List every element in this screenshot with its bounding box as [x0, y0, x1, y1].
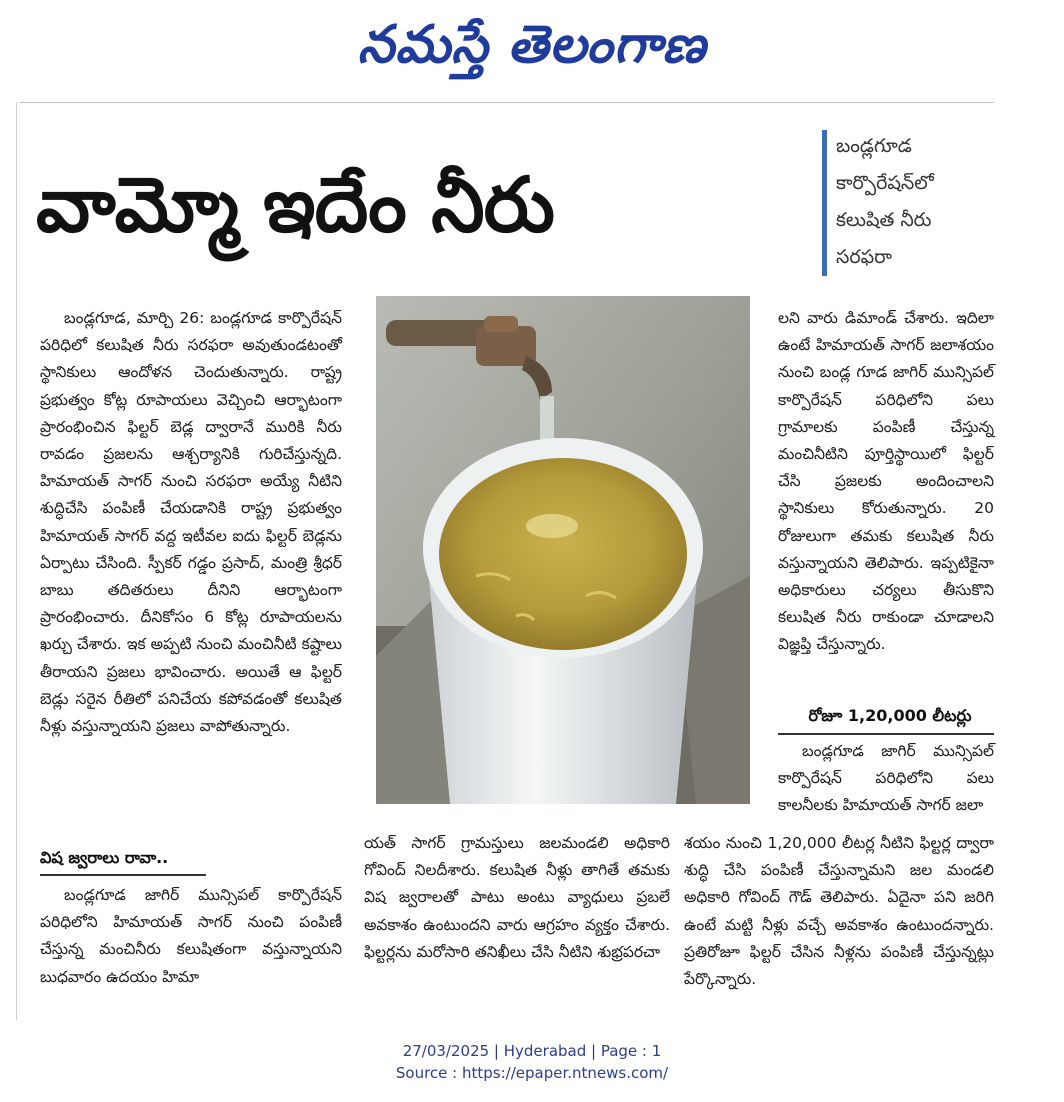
article-deck [836, 128, 996, 276]
deck-accent-bar [822, 130, 827, 276]
deck-line: కలుషిత నీరు [836, 209, 932, 231]
left-divider [16, 102, 17, 1020]
top-divider [20, 102, 994, 103]
paragraph: బండ్లగూడ జాగిర్ మున్సిపల్ కార్పొరేషన్ పరిధిలోని హిమాయత్ సాగర్ నుంచి పంపిణీ చేస్తున్న మంచినీరు కలుషితంగా వస్తున్నాయని బుధవారం ఉదయం హిమా [40, 886, 342, 986]
column-3-body [778, 305, 994, 659]
subheading-daily-litres: రోజూ 1,20,000 లీటర్లు [808, 706, 972, 725]
page-footer [0, 1040, 1064, 1084]
news-photo-tap-bucket [376, 296, 750, 804]
subheading-underline [40, 874, 206, 876]
subheading-fever: విష జ్వరాలు రావా.. [40, 848, 169, 867]
paragraph: శయం నుంచి 1,20,000 లీటర్ల నీటిని ఫిల్టర్ల ద్వారా శుద్ధి చేసి పంపిణీ చేస్తున్నామని జల మండలి అధికారి గోవింద్ గౌడ్ తెలిపారు. ఏదైనా పని జరిగి ఉంటే మట్టి నీళ్లు వచ్చే అవకాశం ఉంటుందన్నారు. ప్రతిరోజూ ఫిల్టర్ చేసిన నీళ్లను పంపిణీ చేస్తున్నట్లు పేర్కొన్నారు. [684, 834, 994, 989]
column-1-body [40, 305, 342, 740]
column-2-lower-body [364, 830, 670, 966]
article-headline: వామ్మో ఇదేం నీరు [36, 160, 554, 249]
subheading-underline [778, 733, 994, 735]
paragraph: బండ్లగూడ, మార్చి 26: బండ్లగూడ కార్పొరేషన్ పరిధిలో కలుషిత నీరు సరఫరా అవుతుండటంతో స్థానికులు ఆందోళన చెందుతున్నారు. రాష్ట్ర ప్రభుత్వం కోట్ల రూపాయలు వెచ్చించి ఆర్భాటంగా ప్రారంభించిన ఫిల్టర్ బెడ్ల ద్వారానే మురికి నీరు రావడం ప్రజలను ఆశ్చర్యానికి గురిచేస్తున్నది. హిమాయత్ సాగర్ నుంచి సరఫరా అయ్యే నీటిని శుద్ధిచేసి పంపిణీ చేయడానికి రాష్ట్ర ప్రభుత్వం హిమాయత్ సాగర్ వద్ద ఇటీవల ఐదు ఫిల్టర్ బెడ్లను ఏర్పాటు చేసింది. స్పీకర్ గడ్డం ప్రసాద్, మంత్రి శ్రీధర్ బాబు తదితరులు దీనిని ఆర్భాటంగా ప్రారంభించారు. దీనికోసం 6 కోట్ల రూపాయలను ఖర్చు చేశారు. ఇక అప్పటి నుంచి మంచినీటి కష్టాలు తీరాయని ప్రజలు భావించారు. అయితే ఆ ఫిల్టర్ బెడ్లు సరైన రీతిలో పనిచేయ కపోవడంతో కలుషిత నీళ్లు వస్తున్నాయని ప్రజలు వాపోతున్నారు. [40, 309, 342, 736]
newspaper-masthead: నమస్తే తెలంగాణ [357, 15, 707, 75]
footer-date-line: 27/03/2025 | Hyderabad | Page : 1 [402, 1042, 662, 1060]
deck-line: కార్పొరేషన్‌లో [836, 172, 934, 194]
paragraph: యత్ సాగర్ గ్రామస్తులు జలమండలి అధికారి గోవింద్ నిలదీశారు. కలుషిత నీళ్లు తాగితే తమకు విష జ్వరాలతో పాటు అంటు వ్యాధులు ప్రబలే అవకాశం ఉంటుందని వారు ఆగ్రహం వ్యక్తం చేశారు. ఫిల్టర్లను మరోసారి తనిఖీలు చేసి నీటిని శుభ్రపరచా [364, 834, 670, 961]
column-3-lower-body [684, 830, 994, 993]
deck-line: సరఫరా [836, 246, 892, 268]
paragraph: బండ్లగూడ జాగిర్ మున్సిపల్ కార్పొరేషన్ పరిధిలోని పలు కాలనీలకు హిమాయత్ సాగర్ జలా [778, 742, 994, 815]
column-3-body-continued [778, 738, 994, 820]
deck-line: బండ్లగూడ [836, 135, 912, 157]
footer-source-link[interactable]: Source : https://epaper.ntnews.com/ [395, 1064, 669, 1082]
tap-bucket-illustration [376, 296, 750, 804]
paragraph: లని వారు డిమాండ్ చేశారు. ఇదిలా ఉంటే హిమాయత్ సాగర్ జలాశయం నుంచి బండ్ల గూడ జాగిర్ మున్సిపల్ కార్పొరేషన్ పరిధిలోని పలు గ్రామాలకు పంపిణీ చేస్తున్న మంచినీటిని పూర్తిస్థాయిలో ఫిల్టర్ చేసి ప్రజలకు అందించాలని స్థానికులు కోరుతున్నారు. 20 రోజులుగా తమకు కలుషిత నీరు వస్తున్నాయని తెలిపారు. ఇప్పటికైనా అధికారులు చర్యలు తీసుకొని కలుషిత నీరు రాకుండా చూడాలని విజ్ఞప్తి చేస్తున్నారు. [778, 309, 994, 654]
column-1-body-continued [40, 882, 342, 991]
